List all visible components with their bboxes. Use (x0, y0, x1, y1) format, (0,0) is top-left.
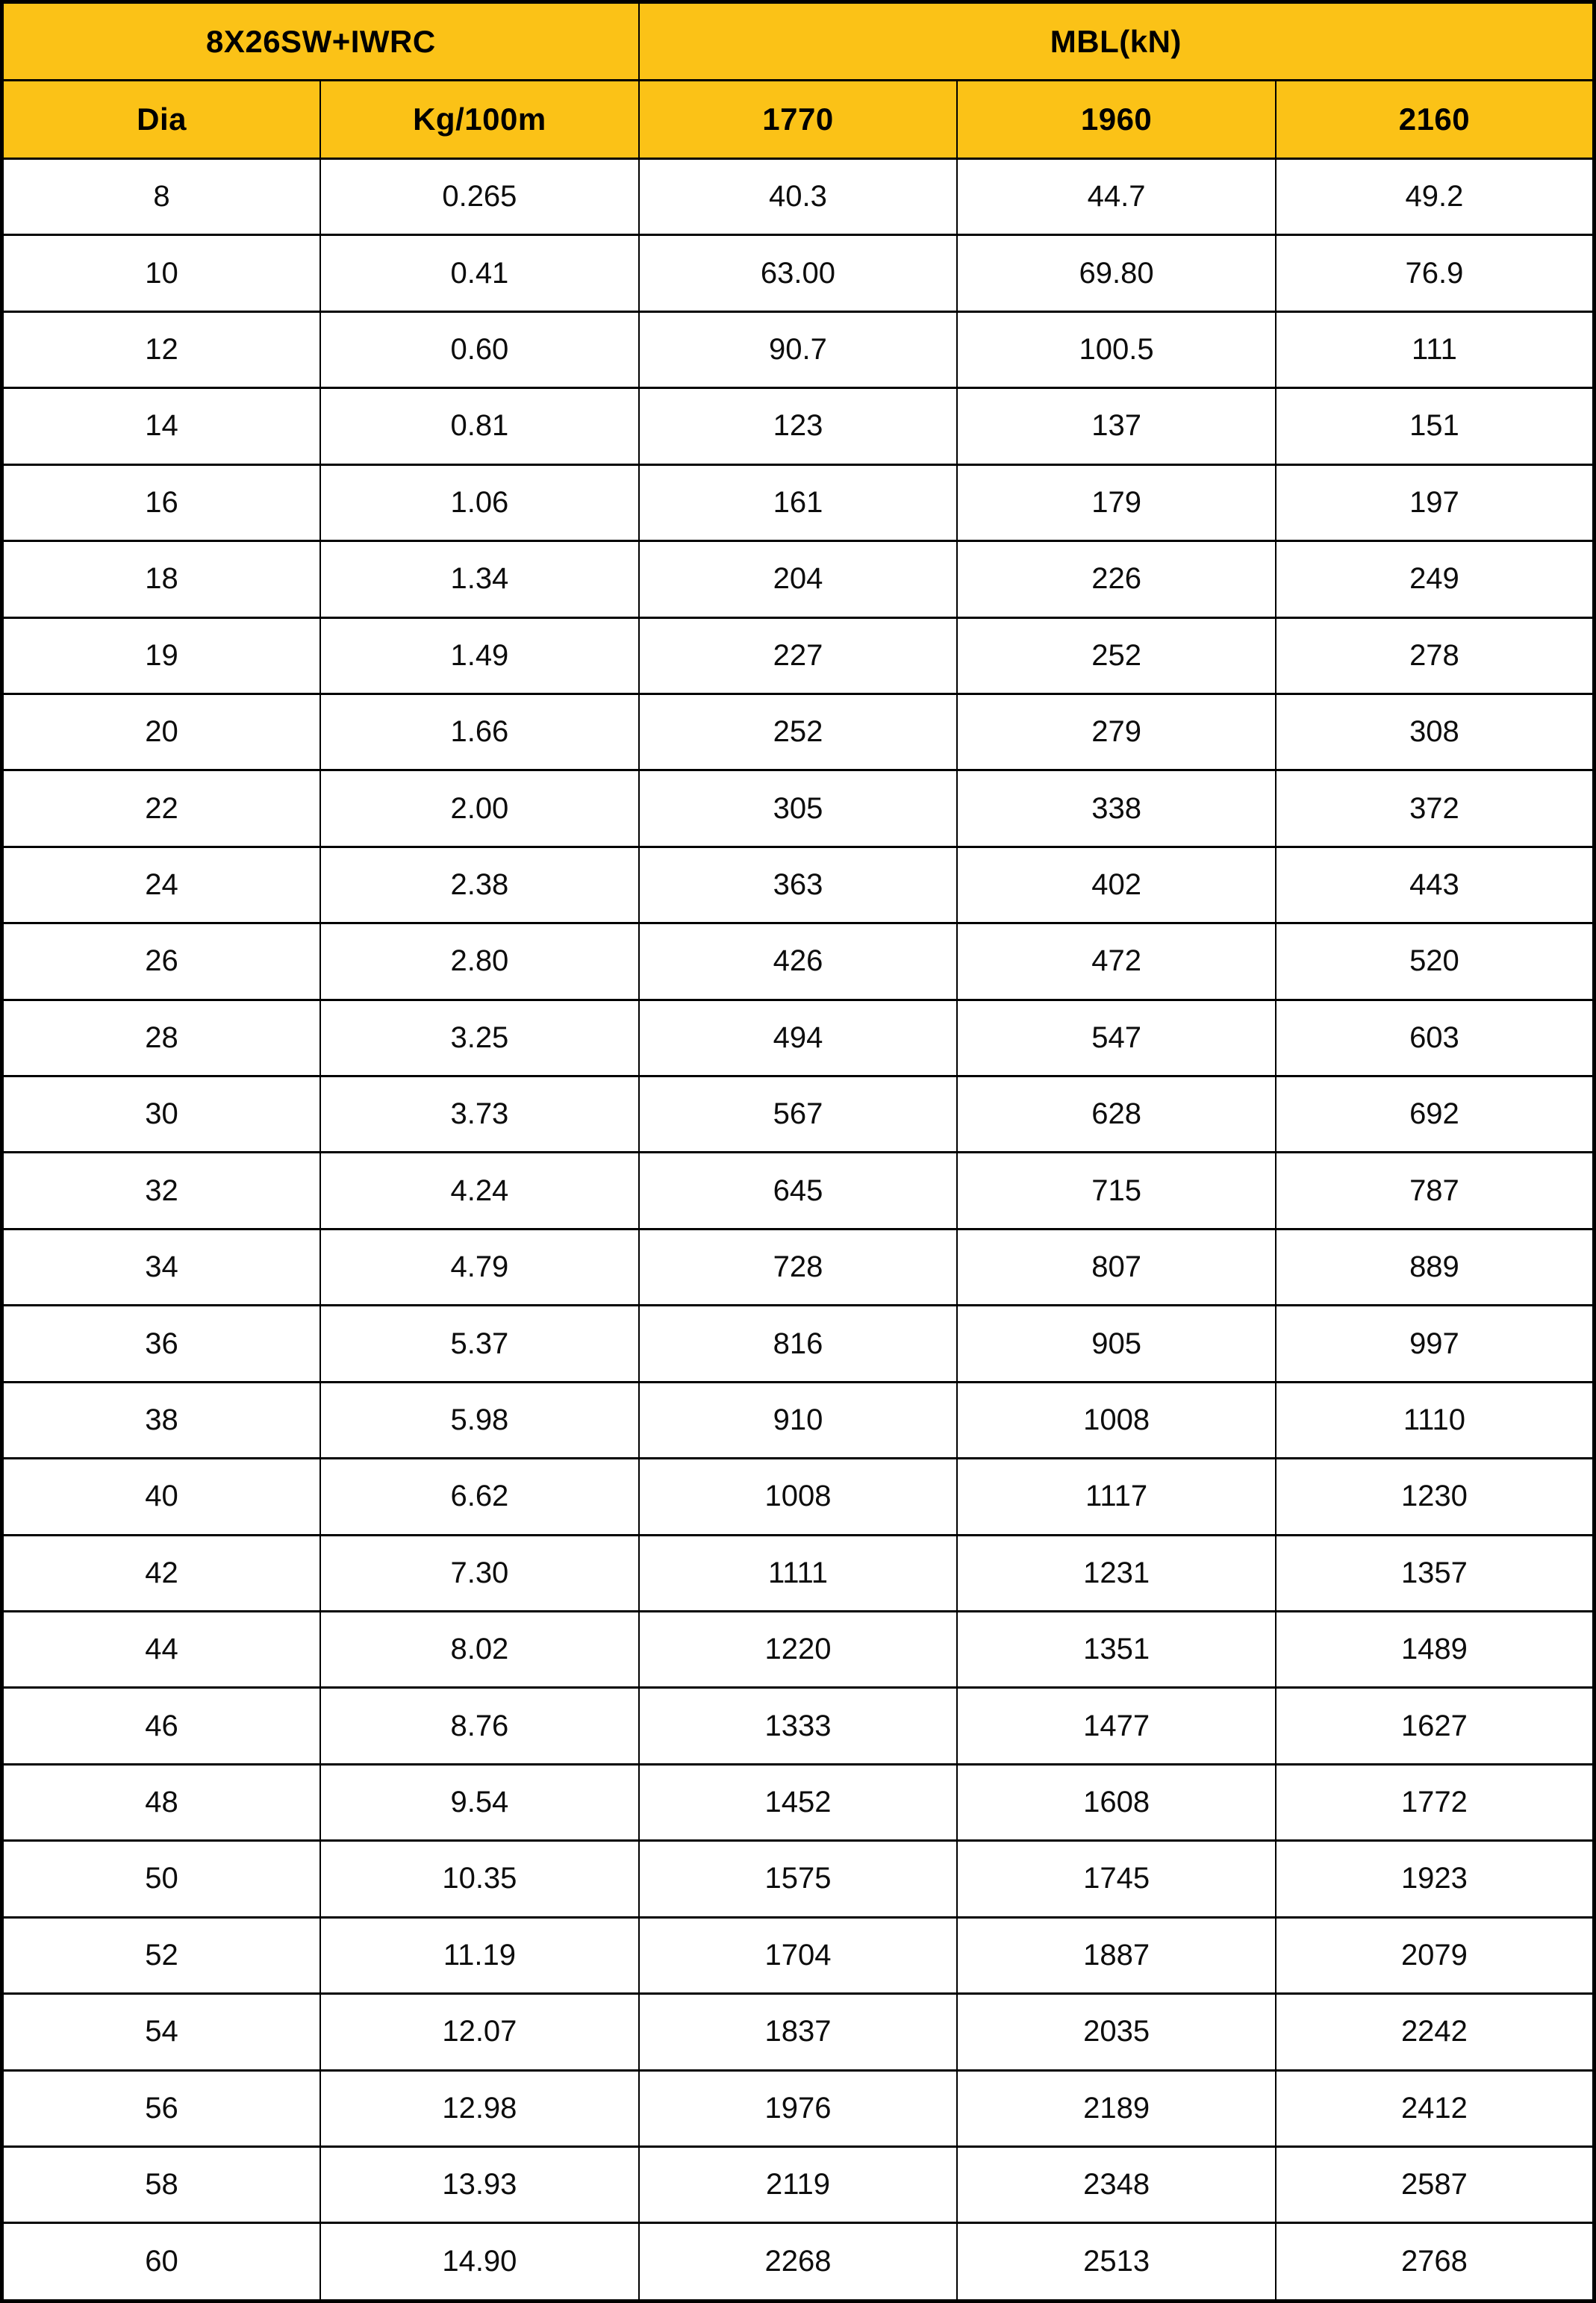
cell-dia: 34 (2, 1229, 321, 1305)
table-row (2, 311, 1595, 387)
cell-mbl-1770: 161 (639, 464, 958, 540)
cell-kg-per-100m: 0.60 (320, 311, 639, 387)
table-row (2, 1994, 1595, 2070)
table-row (2, 923, 1595, 1000)
cell-mbl-1960: 1477 (957, 1688, 1276, 1764)
cell-kg-per-100m: 12.07 (320, 1994, 639, 2070)
cell-kg-per-100m: 6.62 (320, 1459, 639, 1535)
table-row (2, 1535, 1595, 1611)
cell-mbl-1770: 1008 (639, 1459, 958, 1535)
cell-kg-per-100m: 2.80 (320, 923, 639, 1000)
cell-dia: 8 (2, 159, 321, 235)
table-header (2, 2, 1595, 159)
table-row (2, 1688, 1595, 1764)
cell-mbl-2160: 1357 (1276, 1535, 1595, 1611)
group-header-row (2, 2, 1595, 81)
table-row (2, 2146, 1595, 2222)
cell-kg-per-100m: 14.90 (320, 2223, 639, 2302)
column-header-row (2, 81, 1595, 159)
cell-mbl-1770: 1333 (639, 1688, 958, 1764)
table-row (2, 1764, 1595, 1840)
cell-mbl-2160: 1627 (1276, 1688, 1595, 1764)
cell-dia: 20 (2, 694, 321, 770)
cell-kg-per-100m: 9.54 (320, 1764, 639, 1840)
cell-mbl-1770: 40.3 (639, 159, 958, 235)
cell-mbl-1770: 1452 (639, 1764, 958, 1840)
cell-mbl-2160: 372 (1276, 770, 1595, 847)
cell-mbl-1960: 628 (957, 1076, 1276, 1153)
cell-kg-per-100m: 1.49 (320, 617, 639, 694)
cell-mbl-1770: 645 (639, 1153, 958, 1229)
cell-mbl-1960: 252 (957, 617, 1276, 694)
cell-mbl-1960: 807 (957, 1229, 1276, 1305)
cell-kg-per-100m: 1.06 (320, 464, 639, 540)
cell-mbl-1960: 1608 (957, 1764, 1276, 1840)
cell-mbl-1960: 179 (957, 464, 1276, 540)
cell-mbl-2160: 2242 (1276, 1994, 1595, 2070)
cell-mbl-1960: 100.5 (957, 311, 1276, 387)
cell-mbl-1770: 1704 (639, 1917, 958, 1993)
cell-dia: 18 (2, 541, 321, 617)
cell-mbl-1770: 305 (639, 770, 958, 847)
cell-mbl-2160: 1772 (1276, 1764, 1595, 1840)
cell-mbl-1770: 123 (639, 388, 958, 464)
column-header-kg-per-100m: Kg/100m (320, 81, 639, 159)
cell-mbl-2160: 1923 (1276, 1841, 1595, 1917)
cell-dia: 52 (2, 1917, 321, 1993)
cell-mbl-2160: 2079 (1276, 1917, 1595, 1993)
cell-mbl-2160: 151 (1276, 388, 1595, 464)
table-row (2, 235, 1595, 311)
table-row (2, 1153, 1595, 1229)
cell-mbl-1770: 63.00 (639, 235, 958, 311)
cell-mbl-1770: 426 (639, 923, 958, 1000)
cell-mbl-2160: 603 (1276, 1000, 1595, 1076)
cell-kg-per-100m: 4.24 (320, 1153, 639, 1229)
cell-mbl-2160: 787 (1276, 1153, 1595, 1229)
cell-mbl-1770: 363 (639, 847, 958, 923)
cell-mbl-2160: 278 (1276, 617, 1595, 694)
cell-mbl-2160: 2587 (1276, 2146, 1595, 2222)
cell-kg-per-100m: 0.41 (320, 235, 639, 311)
cell-dia: 12 (2, 311, 321, 387)
table-row (2, 1229, 1595, 1305)
cell-dia: 28 (2, 1000, 321, 1076)
cell-dia: 22 (2, 770, 321, 847)
cell-mbl-1960: 69.80 (957, 235, 1276, 311)
table-row (2, 617, 1595, 694)
cell-mbl-2160: 1230 (1276, 1459, 1595, 1535)
table-row (2, 2223, 1595, 2302)
table-row (2, 1306, 1595, 1382)
cell-mbl-1960: 2189 (957, 2070, 1276, 2146)
cell-dia: 56 (2, 2070, 321, 2146)
cell-dia: 60 (2, 2223, 321, 2302)
table-row (2, 388, 1595, 464)
table-row (2, 1612, 1595, 1688)
cell-mbl-1770: 227 (639, 617, 958, 694)
cell-dia: 54 (2, 1994, 321, 2070)
cell-dia: 14 (2, 388, 321, 464)
table-row (2, 1459, 1595, 1535)
cell-mbl-2160: 997 (1276, 1306, 1595, 1382)
cell-mbl-1770: 252 (639, 694, 958, 770)
cell-kg-per-100m: 3.73 (320, 1076, 639, 1153)
cell-kg-per-100m: 12.98 (320, 2070, 639, 2146)
cell-mbl-1960: 472 (957, 923, 1276, 1000)
cell-mbl-2160: 692 (1276, 1076, 1595, 1153)
cell-mbl-1770: 494 (639, 1000, 958, 1076)
cell-mbl-1960: 2035 (957, 1994, 1276, 2070)
cell-kg-per-100m: 0.81 (320, 388, 639, 464)
table-row (2, 1000, 1595, 1076)
table-row (2, 541, 1595, 617)
cell-dia: 40 (2, 1459, 321, 1535)
cell-dia: 38 (2, 1382, 321, 1458)
cell-kg-per-100m: 1.66 (320, 694, 639, 770)
table-row (2, 694, 1595, 770)
cell-mbl-2160: 249 (1276, 541, 1595, 617)
cell-mbl-1960: 1351 (957, 1612, 1276, 1688)
cell-mbl-1960: 279 (957, 694, 1276, 770)
table-row (2, 1076, 1595, 1153)
cell-dia: 48 (2, 1764, 321, 1840)
cell-mbl-1960: 1887 (957, 1917, 1276, 1993)
table-row (2, 1382, 1595, 1458)
table-row (2, 159, 1595, 235)
cell-dia: 46 (2, 1688, 321, 1764)
group-header-mbl: MBL(kN) (639, 2, 1595, 81)
cell-mbl-2160: 308 (1276, 694, 1595, 770)
cell-mbl-1960: 1231 (957, 1535, 1276, 1611)
cell-dia: 58 (2, 2146, 321, 2222)
column-header-grade-2160: 2160 (1276, 81, 1595, 159)
cell-kg-per-100m: 8.02 (320, 1612, 639, 1688)
cell-mbl-1960: 547 (957, 1000, 1276, 1076)
table-row (2, 2070, 1595, 2146)
cell-mbl-1770: 728 (639, 1229, 958, 1305)
table-row (2, 1841, 1595, 1917)
cell-mbl-1960: 1745 (957, 1841, 1276, 1917)
cell-mbl-1770: 1575 (639, 1841, 958, 1917)
cell-kg-per-100m: 13.93 (320, 2146, 639, 2222)
cell-mbl-1960: 402 (957, 847, 1276, 923)
cell-mbl-1960: 137 (957, 388, 1276, 464)
cell-kg-per-100m: 5.37 (320, 1306, 639, 1382)
cell-dia: 44 (2, 1612, 321, 1688)
cell-mbl-1960: 226 (957, 541, 1276, 617)
cell-mbl-2160: 2768 (1276, 2223, 1595, 2302)
cell-kg-per-100m: 0.265 (320, 159, 639, 235)
table-row (2, 1917, 1595, 1993)
cell-mbl-1770: 204 (639, 541, 958, 617)
table-body (2, 159, 1595, 2302)
table-row (2, 464, 1595, 540)
cell-mbl-1770: 2119 (639, 2146, 958, 2222)
cell-dia: 32 (2, 1153, 321, 1229)
cell-dia: 42 (2, 1535, 321, 1611)
cell-kg-per-100m: 5.98 (320, 1382, 639, 1458)
cell-mbl-2160: 443 (1276, 847, 1595, 923)
cell-mbl-2160: 197 (1276, 464, 1595, 540)
column-header-grade-1770: 1770 (639, 81, 958, 159)
cell-mbl-1960: 2348 (957, 2146, 1276, 2222)
cell-kg-per-100m: 7.30 (320, 1535, 639, 1611)
cell-mbl-2160: 49.2 (1276, 159, 1595, 235)
cell-mbl-1770: 2268 (639, 2223, 958, 2302)
cell-dia: 19 (2, 617, 321, 694)
column-header-dia: Dia (2, 81, 321, 159)
cell-mbl-1960: 44.7 (957, 159, 1276, 235)
cell-mbl-2160: 2412 (1276, 2070, 1595, 2146)
cell-dia: 50 (2, 1841, 321, 1917)
cell-mbl-2160: 111 (1276, 311, 1595, 387)
cell-dia: 16 (2, 464, 321, 540)
cell-dia: 36 (2, 1306, 321, 1382)
table-row (2, 847, 1595, 923)
cell-mbl-2160: 889 (1276, 1229, 1595, 1305)
cell-mbl-1770: 1111 (639, 1535, 958, 1611)
cell-kg-per-100m: 10.35 (320, 1841, 639, 1917)
cell-mbl-1770: 816 (639, 1306, 958, 1382)
cell-kg-per-100m: 3.25 (320, 1000, 639, 1076)
cell-kg-per-100m: 8.76 (320, 1688, 639, 1764)
cell-dia: 24 (2, 847, 321, 923)
cell-mbl-1960: 905 (957, 1306, 1276, 1382)
cell-mbl-2160: 76.9 (1276, 235, 1595, 311)
cell-dia: 26 (2, 923, 321, 1000)
cell-mbl-2160: 520 (1276, 923, 1595, 1000)
cell-mbl-1960: 338 (957, 770, 1276, 847)
cell-mbl-1960: 715 (957, 1153, 1276, 1229)
cell-mbl-1770: 910 (639, 1382, 958, 1458)
cell-mbl-1770: 90.7 (639, 311, 958, 387)
group-header-construction: 8X26SW+IWRC (2, 2, 639, 81)
cell-mbl-1960: 1008 (957, 1382, 1276, 1458)
cell-kg-per-100m: 4.79 (320, 1229, 639, 1305)
cell-mbl-1960: 1117 (957, 1459, 1276, 1535)
cell-mbl-1770: 1220 (639, 1612, 958, 1688)
cell-kg-per-100m: 2.00 (320, 770, 639, 847)
cell-mbl-1770: 567 (639, 1076, 958, 1153)
cell-mbl-1770: 1976 (639, 2070, 958, 2146)
cell-mbl-1960: 2513 (957, 2223, 1276, 2302)
table-row (2, 770, 1595, 847)
column-header-grade-1960: 1960 (957, 81, 1276, 159)
cell-kg-per-100m: 11.19 (320, 1917, 639, 1993)
cell-dia: 30 (2, 1076, 321, 1153)
cell-mbl-2160: 1110 (1276, 1382, 1595, 1458)
cell-kg-per-100m: 2.38 (320, 847, 639, 923)
cell-mbl-2160: 1489 (1276, 1612, 1595, 1688)
cell-mbl-1770: 1837 (639, 1994, 958, 2070)
cell-kg-per-100m: 1.34 (320, 541, 639, 617)
cell-dia: 10 (2, 235, 321, 311)
